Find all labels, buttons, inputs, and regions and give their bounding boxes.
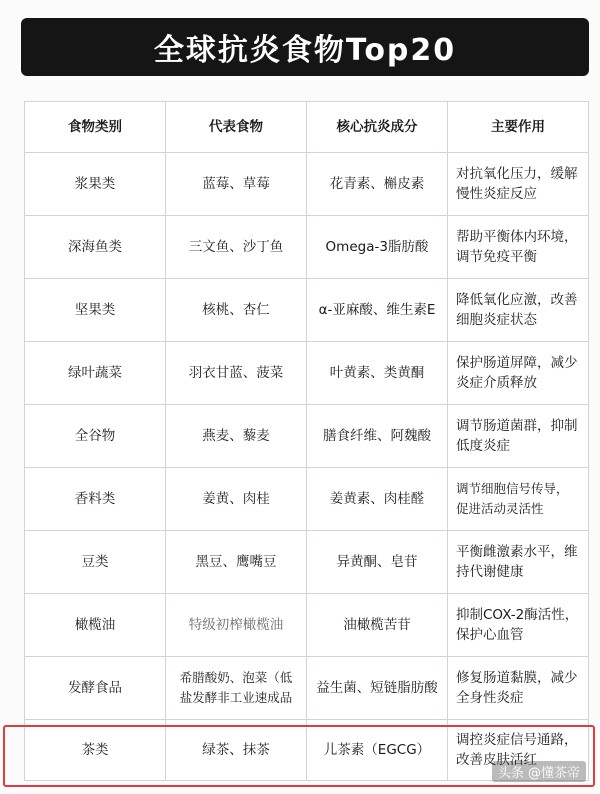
cell-components: 花青素、槲皮素: [307, 153, 448, 216]
cell-components: 异黄酮、皂苷: [307, 531, 448, 594]
cell-components: 益生菌、短链脂肪酸: [307, 657, 448, 720]
table-row: [25, 342, 589, 405]
food-table: [24, 101, 589, 781]
cell-effects: 修复肠道黏膜，减少全身性炎症: [448, 657, 589, 720]
cell-foods: 绿茶、抹茶: [166, 720, 307, 781]
table-row: [25, 216, 589, 279]
cell-category: 橄榄油: [25, 594, 166, 657]
cell-foods: 三文鱼、沙丁鱼: [166, 216, 307, 279]
cell-category: 香料类: [25, 468, 166, 531]
table-row: [25, 531, 589, 594]
cell-foods: 蓝莓、草莓: [166, 153, 307, 216]
cell-components: 儿茶素（EGCG）: [307, 720, 448, 781]
cell-category: 深海鱼类: [25, 216, 166, 279]
cell-effects: 调节细胞信号传导，促进活动灵活性: [448, 468, 589, 531]
cell-foods: 核桃、杏仁: [166, 279, 307, 342]
cell-components: 叶黄素、类黄酮: [307, 342, 448, 405]
cell-effects: 抑制COX-2酶活性，保护心血管: [448, 594, 589, 657]
cell-components: 油橄榄苦苷: [307, 594, 448, 657]
cell-foods: 羽衣甘蓝、菠菜: [166, 342, 307, 405]
cell-effects: 帮助平衡体内环境，调节免疫平衡: [448, 216, 589, 279]
cell-effects: 保护肠道屏障，减少炎症介质释放: [448, 342, 589, 405]
header-effects: 主要作用: [448, 102, 589, 153]
page-title: 全球抗炎食物Top20: [153, 33, 457, 68]
header-components: 核心抗炎成分: [307, 102, 448, 153]
cell-effects: 降低氧化应激，改善细胞炎症状态: [448, 279, 589, 342]
header-category: 食物类别: [25, 102, 166, 153]
title-banner: [21, 18, 589, 76]
cell-effects: 调控炎症信号通路，改善皮肤活红: [448, 720, 589, 781]
cell-foods: 希腊酸奶、泡菜（低盐发酵非工业速成品: [166, 657, 307, 720]
cell-category: 豆类: [25, 531, 166, 594]
cell-category: 全谷物: [25, 405, 166, 468]
cell-category: 坚果类: [25, 279, 166, 342]
cell-foods: 燕麦、藜麦: [166, 405, 307, 468]
table-row: [25, 405, 589, 468]
cell-effects: 平衡雌激素水平，维持代谢健康: [448, 531, 589, 594]
cell-effects: 调节肠道菌群，抑制低度炎症: [448, 405, 589, 468]
cell-category: 茶类: [25, 720, 166, 781]
table-header-row: [25, 102, 589, 153]
table-row: [25, 594, 589, 657]
cell-foods: 姜黄、肉桂: [166, 468, 307, 531]
header-foods: 代表食物: [166, 102, 307, 153]
cell-components: 膳食纤维、阿魏酸: [307, 405, 448, 468]
cell-foods: 黑豆、鹰嘴豆: [166, 531, 307, 594]
cell-foods: 特级初榨橄榄油: [166, 594, 307, 657]
table-row: [25, 657, 589, 720]
cell-components: Omega-3脂肪酸: [307, 216, 448, 279]
table-row: [25, 468, 589, 531]
cell-components: α-亚麻酸、维生素E: [307, 279, 448, 342]
table-row: [25, 153, 589, 216]
table-row: [25, 279, 589, 342]
cell-effects: 对抗氧化压力，缓解慢性炎症反应: [448, 153, 589, 216]
cell-category: 发酵食品: [25, 657, 166, 720]
cell-category: 浆果类: [25, 153, 166, 216]
cell-components: 姜黄素、肉桂醛: [307, 468, 448, 531]
watermark: 头条 @懂茶帝: [492, 761, 586, 782]
cell-category: 绿叶蔬菜: [25, 342, 166, 405]
